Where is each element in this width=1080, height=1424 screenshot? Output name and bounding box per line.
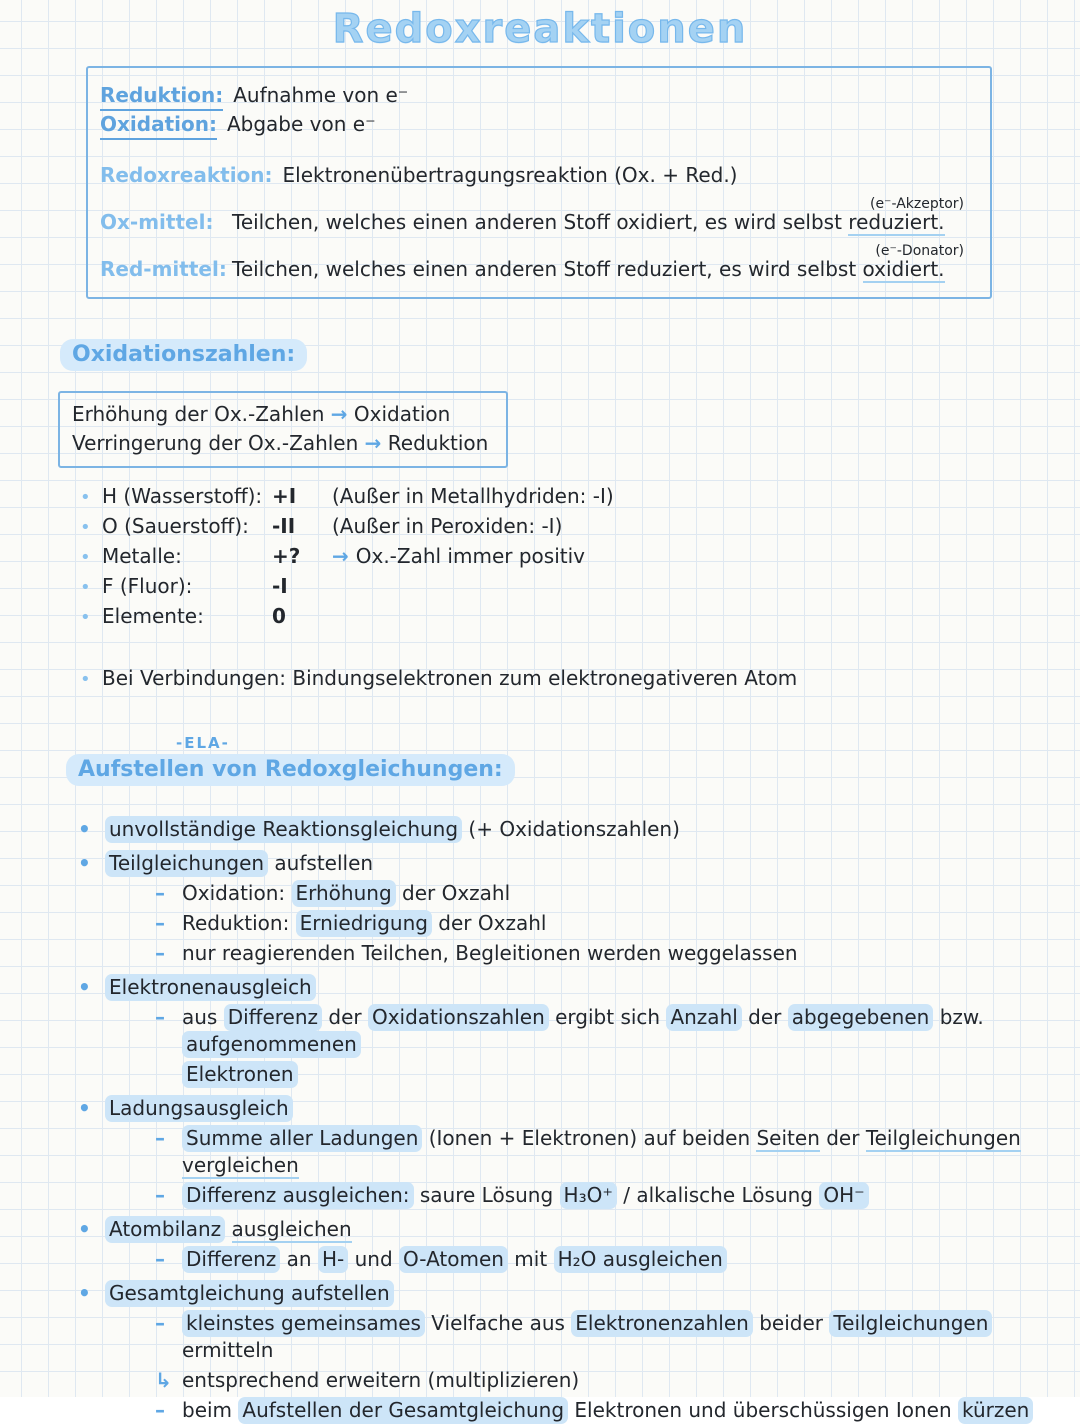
definition-row-oxidation (100, 111, 968, 140)
arrow-return-icon: ↳ (155, 1368, 172, 1392)
text-segment: saure Lösung (413, 1183, 560, 1207)
text-segment: entsprechend erweitern (multiplizieren) (182, 1368, 580, 1392)
bullet-icon: • (78, 851, 91, 875)
list-item-text (105, 1095, 293, 1122)
text-segment: Erniedrigung (296, 910, 432, 937)
text-segment: bzw. (933, 1005, 984, 1029)
ox-number-note (332, 482, 614, 510)
element-label: O (Sauerstoff): (102, 514, 249, 538)
bullet-icon: • (80, 607, 91, 628)
dash-icon: – (155, 1398, 165, 1422)
text-segment: abgegebenen (788, 1004, 934, 1031)
definition-term: Ox-mittel: (100, 210, 214, 234)
list-item-text (182, 1246, 727, 1273)
text-segment: Elektronen und überschüssigen Ionen (568, 1398, 959, 1422)
list-item (155, 1125, 1044, 1179)
ox-rule-decrease (72, 429, 488, 458)
list-item (155, 1246, 1044, 1273)
text-segment: Ladungsausgleich (105, 1095, 293, 1122)
ox-rules-wrap (58, 391, 1080, 468)
definition-row-oxmittel (100, 209, 968, 236)
text-segment: reduziert. (848, 210, 945, 234)
ox-number-value: -II (272, 514, 296, 538)
text-segment: aufgenommenen (182, 1031, 361, 1058)
bullet-icon: • (78, 1096, 91, 1120)
text-segment: kürzen (958, 1397, 1033, 1424)
text-segment: O-Atomen (399, 1246, 508, 1273)
text-segment: Aufstellen der Gesamtgleichung (238, 1397, 568, 1424)
definition-text (233, 82, 408, 109)
text-segment: unvollständige Reaktionsgleichung (105, 816, 462, 843)
text-segment: Bei Verbindungen: Bindungselektronen zum elektronegativeren Atom (102, 666, 798, 690)
element-label: Elemente: (102, 604, 204, 628)
definitions-box (86, 66, 992, 299)
list-item-text (182, 1061, 298, 1088)
text-segment: Differenz (224, 1004, 322, 1031)
text-segment: Erhöhung der Ox.-Zahlen (72, 402, 331, 426)
text-segment: Anzahl (666, 1004, 741, 1031)
ela-note: -ELA- (176, 734, 230, 752)
list-item (155, 1367, 1044, 1394)
text-segment: Gesamtgleichung aufstellen (105, 1280, 394, 1307)
electron-donor-annotation: (e⁻-Donator) (875, 243, 964, 259)
text-segment (225, 1217, 231, 1241)
ox-number-value: +I (272, 484, 297, 508)
compounds-note (80, 664, 1080, 694)
redox-steps-list (78, 816, 1044, 1424)
ox-value-row-metalle (80, 542, 1080, 572)
text-segment: (Außer in Metallhydriden: -I) (332, 484, 614, 508)
text-segment: Verringerung der Ox.-Zahlen (72, 431, 365, 455)
list-item-text (182, 1367, 579, 1394)
list-item-continuation (155, 1061, 1044, 1088)
ox-number-value: -I (272, 574, 288, 598)
list-item-text (182, 1004, 1044, 1058)
text-segment: aus (182, 1005, 224, 1029)
text-segment: nur reagierenden Teilchen, Begleitionen werden weggelassen (182, 941, 798, 965)
text-segment: → (330, 402, 348, 426)
ox-number-value: +? (272, 544, 301, 568)
text-segment: H- (318, 1246, 348, 1273)
section-heading-oxidationszahlen: Oxidationszahlen: (60, 339, 307, 371)
text-segment: mit (507, 1247, 554, 1271)
list-item (155, 880, 1044, 907)
text-segment: → (364, 431, 382, 455)
text-segment: Teilgleichungen (105, 850, 268, 877)
bullet-icon: • (80, 577, 91, 598)
text-segment: Elektronenzahlen (571, 1310, 753, 1337)
list-item-text (105, 974, 316, 1001)
list-item-text (182, 880, 510, 907)
list-item (78, 1095, 1044, 1122)
text-segment: und (348, 1247, 399, 1271)
bullet-icon: • (80, 547, 91, 568)
definition-term: Redoxreaktion: (100, 163, 273, 187)
bullet-icon: • (78, 1217, 91, 1241)
element-label: Metalle: (102, 544, 182, 568)
list-item (78, 1280, 1044, 1307)
list-item-text (182, 1397, 1033, 1424)
list-item-text (105, 1216, 352, 1243)
text-segment: aufstellen (268, 851, 374, 875)
element-label: H (Wasserstoff): (102, 484, 263, 508)
text-segment: Erhöhung (292, 880, 396, 907)
definition-text (283, 162, 738, 189)
list-item (78, 1216, 1044, 1243)
list-item-text (182, 910, 546, 937)
definition-row-redoxreaktion (100, 162, 968, 189)
text-segment: Aufnahme von e⁻ (233, 83, 409, 107)
list-item (155, 910, 1044, 937)
text-segment: der (741, 1005, 788, 1029)
dash-icon: – (155, 1126, 165, 1150)
text-segment: H₃O⁺ (560, 1182, 617, 1209)
dash-icon: – (155, 911, 165, 935)
text-segment: H₂O ausgleichen (554, 1246, 727, 1273)
dash-icon: – (155, 1005, 165, 1029)
list-item (155, 1004, 1044, 1058)
text-segment: OH⁻ (819, 1182, 868, 1209)
text-segment: vergleichen (182, 1153, 299, 1177)
text-segment: ausgleichen (231, 1217, 352, 1241)
dash-icon: – (155, 1183, 165, 1207)
text-segment: / alkalische Lösung (616, 1183, 820, 1207)
text-segment: beim (182, 1398, 239, 1422)
definition-row-redmittel (100, 256, 968, 283)
definition-term: Reduktion: (100, 82, 223, 111)
dash-icon: – (155, 1311, 165, 1335)
text-segment: Differenz ausgleichen: (182, 1182, 414, 1209)
text-segment: Abgabe von e⁻ (226, 112, 376, 136)
list-item-text (182, 1182, 869, 1209)
text-segment: Elektronenausgleich (105, 974, 316, 1001)
dash-icon: – (155, 1247, 165, 1271)
bullet-icon: • (78, 1281, 91, 1305)
dash-icon: – (155, 941, 165, 965)
text-segment: Teilgleichungen (865, 1126, 1021, 1150)
text-segment: der Oxzahl (431, 911, 547, 935)
ox-values-list (80, 482, 1080, 632)
text-segment: Teilchen, welches einen anderen Stoff oxidiert, es wird selbst (232, 210, 849, 234)
text-segment: Ox.-Zahl immer positiv (355, 544, 585, 568)
bullet-icon: • (78, 975, 91, 999)
list-item (78, 816, 1044, 843)
list-item (155, 940, 1044, 967)
text-segment: (Ionen + Elektronen) auf beiden (422, 1126, 757, 1150)
text-segment: Teilgleichungen (829, 1310, 992, 1337)
compounds-note-text (102, 664, 797, 692)
dash-icon: – (155, 881, 165, 905)
text-segment: an (280, 1247, 318, 1271)
definition-text (232, 256, 945, 283)
list-item-text (182, 940, 798, 967)
definition-row-reduktion (100, 82, 968, 111)
ox-number-note (332, 542, 585, 570)
bullet-icon: • (80, 669, 91, 690)
list-item (155, 1397, 1044, 1424)
text-segment: beider (752, 1311, 830, 1335)
list-item (155, 1310, 1044, 1364)
text-segment: oxidiert. (862, 257, 945, 281)
list-item (78, 974, 1044, 1001)
text-segment: Elektronen (182, 1061, 298, 1088)
text-segment: Elektronenübertragungsreaktion (Ox. + Red.) (282, 163, 738, 187)
ox-value-row-elemente (80, 602, 1080, 632)
text-segment: → (332, 544, 356, 568)
electron-acceptor-annotation: (e⁻-Akzeptor) (869, 196, 964, 212)
text-segment: (Außer in Peroxiden: -I) (332, 514, 563, 538)
text-segment: (+ Oxidationszahlen) (462, 817, 680, 841)
ox-number-note (332, 512, 562, 540)
text-segment: Oxidationszahlen (368, 1004, 549, 1031)
ox-value-row-f (80, 572, 1080, 602)
list-item-text (105, 850, 373, 877)
text-segment: Summe aller Ladungen (182, 1125, 422, 1152)
text-segment: Atombilanz (105, 1216, 225, 1243)
ox-value-row-o (80, 512, 1080, 542)
ox-rules-box (58, 391, 508, 468)
text-segment: der Oxzahl (395, 881, 511, 905)
page-title: Redoxreaktionen (332, 6, 748, 52)
text-segment: Oxidation (347, 402, 451, 426)
text-segment: kleinstes gemeinsames (182, 1310, 425, 1337)
definition-term: Oxidation: (100, 111, 217, 140)
text-segment: Vielfache aus (424, 1311, 572, 1335)
bullet-icon: • (80, 487, 91, 508)
ox-value-row-h (80, 482, 1080, 512)
definition-text (227, 111, 376, 138)
list-item-text (105, 816, 680, 843)
text-segment: der (819, 1126, 866, 1150)
ox-number-value: 0 (272, 604, 286, 628)
section-heading-aufstellen: Aufstellen von Redoxgleichungen: (66, 754, 515, 786)
text-segment: ergibt sich (548, 1005, 667, 1029)
list-item-text (182, 1310, 1044, 1364)
bullet-icon: • (80, 517, 91, 538)
list-item-text (182, 1125, 1044, 1179)
text-segment: Reduktion (381, 431, 489, 455)
text-segment: Differenz (182, 1246, 280, 1273)
definition-text (232, 209, 945, 236)
element-label: F (Fluor): (102, 574, 193, 598)
text-segment: Teilchen, welches einen anderen Stoff reduziert, es wird selbst (232, 257, 863, 281)
bullet-icon: • (78, 817, 91, 841)
ox-rule-increase (72, 400, 488, 429)
text-segment: Reduktion: (182, 911, 296, 935)
text-segment: Seiten (756, 1126, 820, 1150)
list-item (78, 850, 1044, 877)
text-segment: Oxidation: (182, 881, 292, 905)
list-item-text (105, 1280, 394, 1307)
text-segment: ermitteln (182, 1338, 274, 1362)
list-item (155, 1182, 1044, 1209)
text-segment: der (322, 1005, 368, 1029)
definition-term: Red-mittel: (100, 257, 227, 281)
